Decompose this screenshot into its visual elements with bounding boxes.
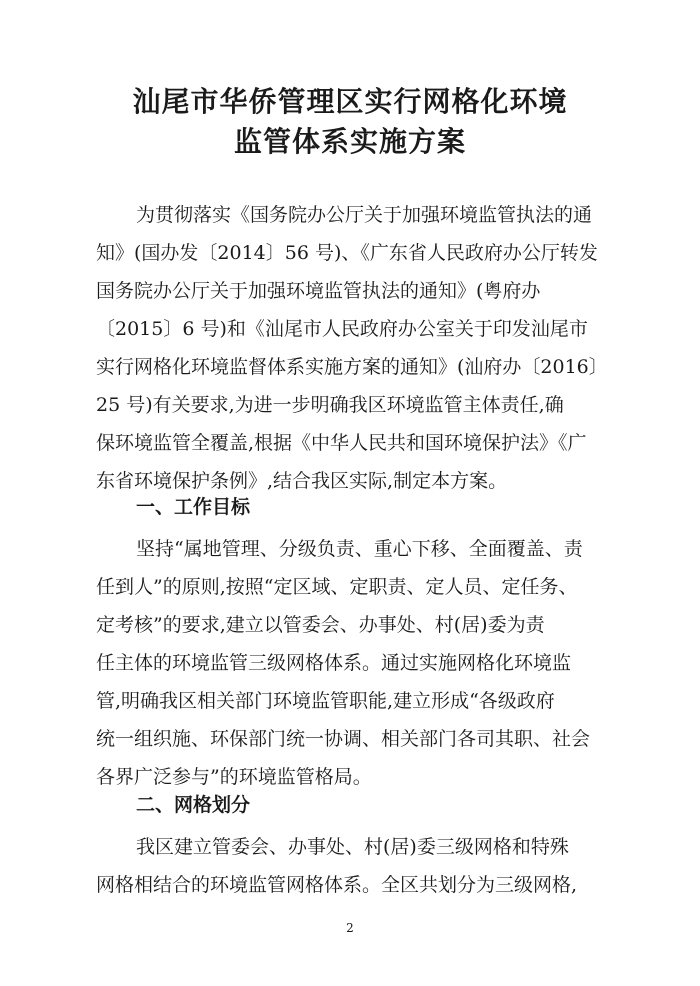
grid-division-paragraph — [96, 828, 590, 904]
document-title-line-2: 监管体系实施方案 — [233, 125, 466, 158]
paragraph-line: 各界广泛参与”的环境监管格局。 — [96, 766, 372, 788]
paragraph-line: 坚持“属地管理、分级负责、重心下移、全面覆盖、责 — [136, 538, 583, 560]
paragraph-line: 东省环境保护条例》,结合我区实际,制定本方案。 — [96, 470, 508, 492]
paragraph-line: 我区建立管委会、办事处、村(居)委三级网格和特殊 — [136, 836, 569, 858]
paragraph-line: 知》(国办发〔2014〕56 号)、《广东省人民政府办公厅转发 — [96, 242, 598, 264]
paragraph-line: 实行网格化环境监督体系实施方案的通知》(汕府办〔2016〕 — [96, 356, 608, 378]
paragraph-line: 25 号)有关要求,为进一步明确我区环境监管主体责任,确 — [96, 394, 564, 416]
section-heading-work-goals: 一、工作目标 — [136, 496, 251, 518]
paragraph-line: 〔2015〕6 号)和《汕尾市人民政府办公室关于印发汕尾市 — [96, 318, 588, 340]
paragraph-line: 任到人”的原则,按照“定区域、定职责、定人员、定任务、 — [96, 576, 578, 598]
paragraph-line: 网格相结合的环境监管网格体系。全区共划分为三级网格, — [96, 874, 578, 896]
work-goals-paragraph — [96, 530, 590, 796]
paragraph-line: 为贯彻落实《国务院办公厅关于加强环境监管执法的通 — [136, 204, 593, 226]
paragraph-line: 管,明确我区相关部门环境监管职能,建立形成“各级政府 — [96, 690, 555, 712]
section-heading-grid-division: 二、网格划分 — [136, 794, 251, 816]
paragraph-line: 统一组织施、环保部门统一协调、相关部门各司其职、社会 — [96, 728, 591, 750]
paragraph-line: 任主体的环境监管三级网格体系。通过实施网格化环境监 — [96, 652, 572, 674]
paragraph-line: 定考核”的要求,建立以管委会、办事处、村(居)委为责 — [96, 614, 545, 636]
paragraph-line: 国务院办公厅关于加强环境监管执法的通知》(粤府办 — [96, 280, 541, 302]
paragraph-line: 保环境监管全覆盖,根据《中华人民共和国环境保护法》《广 — [96, 432, 587, 454]
intro-paragraph — [96, 196, 608, 500]
document-title-line-1: 汕尾市华侨管理区实行网格化环境 — [132, 85, 568, 118]
page-number: 2 — [346, 921, 354, 935]
